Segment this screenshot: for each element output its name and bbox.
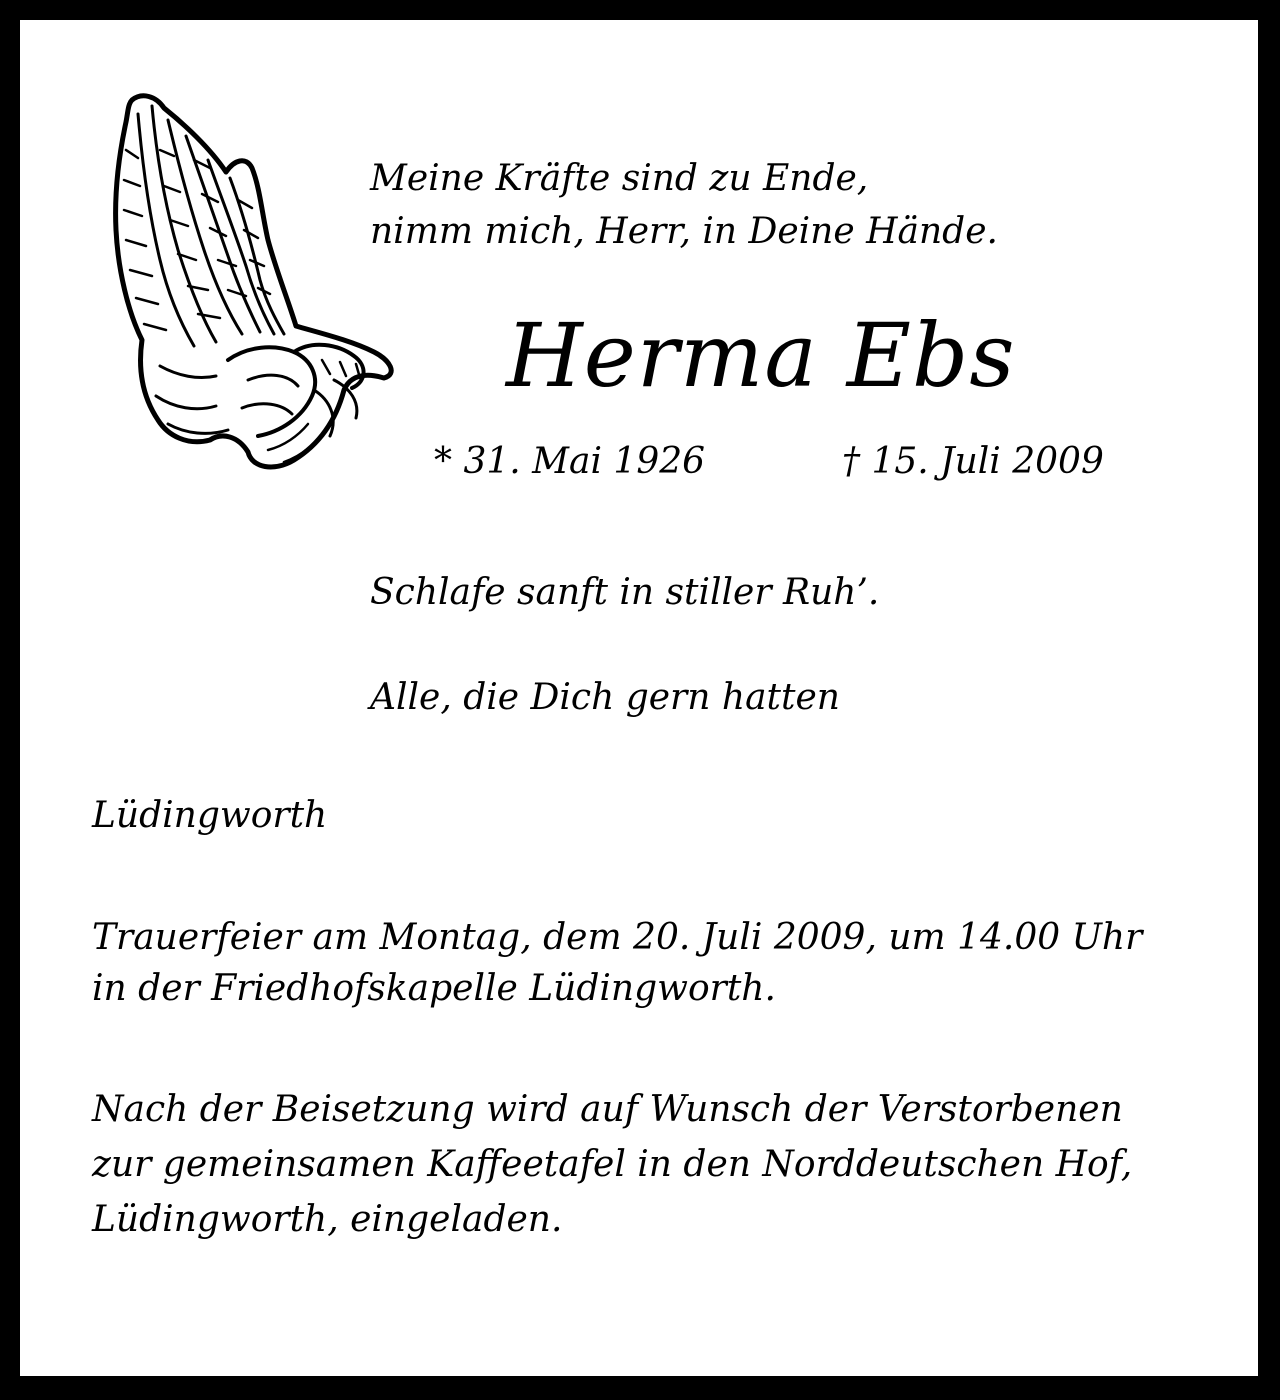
verse-line: Meine Kräfte sind zu Ende, [370, 158, 869, 199]
verse-line: nimm mich, Herr, in Deine Hände. [370, 211, 998, 252]
praying-hands-icon [98, 90, 394, 480]
service-line: Trauerfeier am Montag, dem 20. Juli 2009, um 14.00 Uhr [92, 917, 1143, 958]
reception-line: Lüdingworth, eingeladen. [92, 1199, 563, 1240]
reception-line: Nach der Beisetzung wird auf Wunsch der Verstorbenen [92, 1089, 1123, 1130]
verse [370, 152, 998, 258]
rest-line: Schlafe sanft in stiller Ruh’. [370, 572, 880, 613]
place-name: Lüdingworth [92, 795, 328, 836]
service-line: in der Friedhofskapelle Lüdingworth. [92, 968, 776, 1009]
reception-line: zur gemeinsamen Kaffeetafel in den Norddeutschen Hof, [92, 1144, 1133, 1185]
reception-notice [92, 1082, 1132, 1247]
obituary-card [20, 20, 1258, 1376]
mourners-line: Alle, die Dich gern hatten [370, 677, 840, 718]
funeral-service-notice [92, 912, 1142, 1014]
birth-date: * 31. Mai 1926 [434, 441, 706, 482]
death-date: † 15. Juli 2009 [842, 441, 1104, 482]
deceased-name: Herma Ebs [506, 304, 1016, 407]
